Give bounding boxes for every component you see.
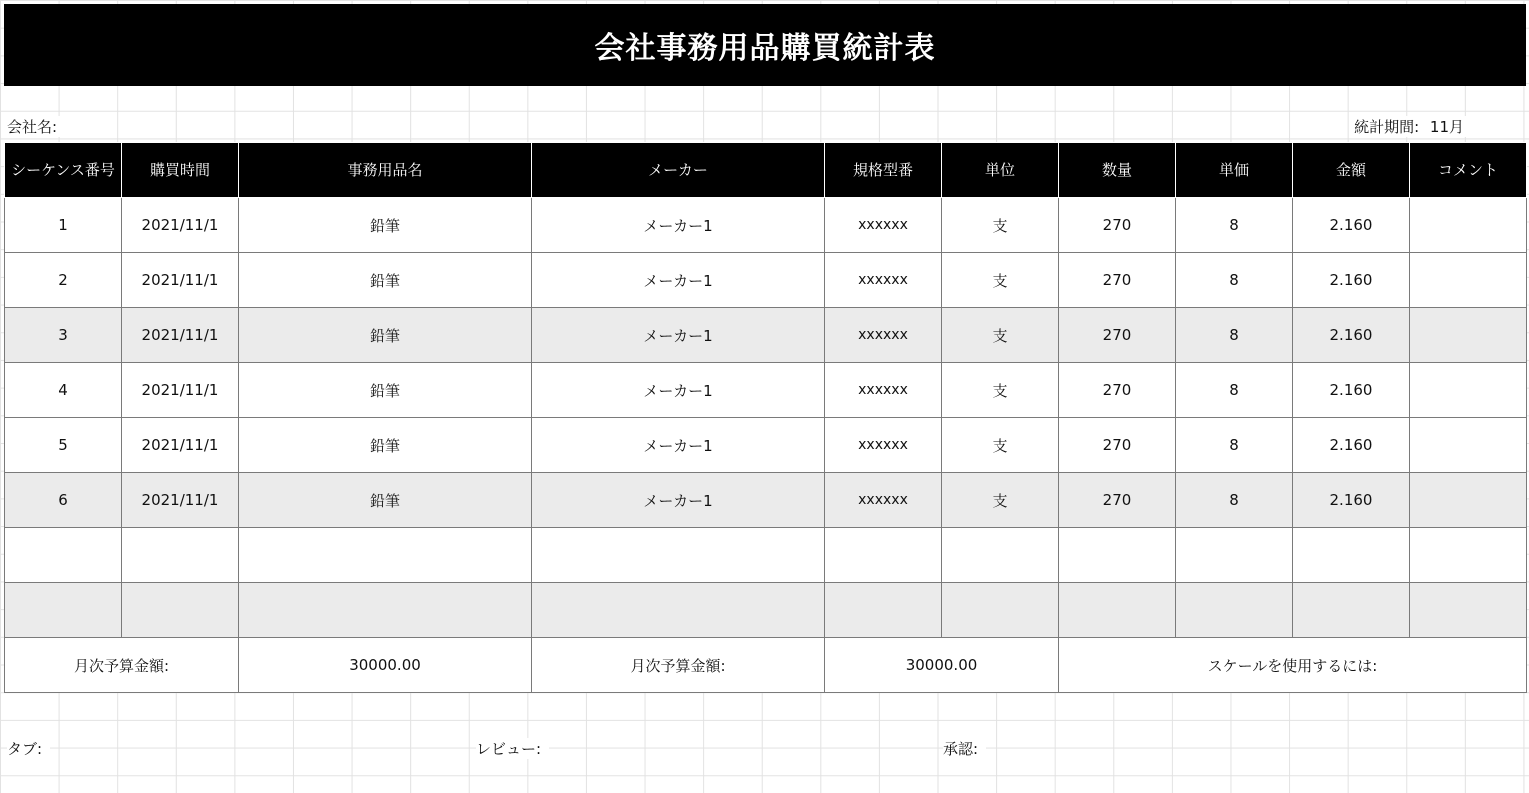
cell-amount[interactable]: 2.160	[1293, 253, 1410, 308]
cell-price[interactable]: 8	[1176, 198, 1293, 253]
cell-qty[interactable]	[1059, 528, 1176, 583]
cell-comment[interactable]	[1410, 308, 1527, 363]
cell-seq[interactable]	[5, 528, 122, 583]
cell-item[interactable]	[239, 583, 532, 638]
cell-date[interactable]: 2021/11/1	[122, 308, 239, 363]
header-item-name[interactable]: 事務用品名	[239, 143, 532, 198]
company-name-label[interactable]: 会社名:	[7, 116, 63, 137]
cell-maker[interactable]: メーカー1	[532, 308, 825, 363]
cell-item[interactable]	[239, 528, 532, 583]
cell-item[interactable]: 鉛筆	[239, 418, 532, 473]
cell-comment[interactable]	[1410, 583, 1527, 638]
header-sequence[interactable]: シーケンス番号	[5, 143, 122, 198]
table-row	[5, 418, 1527, 473]
header-comment[interactable]: コメント	[1410, 143, 1527, 198]
cell-model[interactable]: xxxxxx	[825, 363, 942, 418]
cell-maker[interactable]: メーカー1	[532, 253, 825, 308]
cell-amount[interactable]	[1293, 583, 1410, 638]
cell-date[interactable]: 2021/11/1	[122, 418, 239, 473]
cell-seq[interactable]: 1	[5, 198, 122, 253]
cell-item[interactable]: 鉛筆	[239, 473, 532, 528]
table-row	[5, 528, 1527, 583]
budget-value-1[interactable]: 30000.00	[239, 638, 532, 693]
cell-unit[interactable]: 支	[942, 253, 1059, 308]
header-amount[interactable]: 金額	[1293, 143, 1410, 198]
cell-seq[interactable]: 2	[5, 253, 122, 308]
cell-comment[interactable]	[1410, 253, 1527, 308]
cell-item[interactable]: 鉛筆	[239, 198, 532, 253]
cell-price[interactable]: 8	[1176, 473, 1293, 528]
cell-item[interactable]: 鉛筆	[239, 363, 532, 418]
budget-label-2[interactable]: 月次予算金額:	[532, 638, 825, 693]
purchase-table	[4, 142, 1527, 693]
review-label[interactable]: レビュー:	[476, 738, 549, 759]
statistics-period[interactable]	[1350, 116, 1468, 137]
cell-unit[interactable]	[942, 528, 1059, 583]
cell-date[interactable]: 2021/11/1	[122, 473, 239, 528]
header-unit-price[interactable]: 単価	[1176, 143, 1293, 198]
cell-date[interactable]: 2021/11/1	[122, 198, 239, 253]
cell-comment[interactable]	[1410, 473, 1527, 528]
cell-date[interactable]: 2021/11/1	[122, 363, 239, 418]
table-row	[5, 308, 1527, 363]
cell-model[interactable]: xxxxxx	[825, 198, 942, 253]
scale-usage-label[interactable]: スケールを使用するには:	[1059, 638, 1527, 693]
cell-comment[interactable]	[1410, 363, 1527, 418]
cell-model[interactable]: xxxxxx	[825, 253, 942, 308]
cell-qty[interactable]: 270	[1059, 418, 1176, 473]
cell-unit[interactable]	[942, 583, 1059, 638]
cell-date[interactable]	[122, 528, 239, 583]
table-row	[5, 473, 1527, 528]
header-row	[5, 143, 1527, 198]
cell-date[interactable]	[122, 583, 239, 638]
cell-qty[interactable]: 270	[1059, 363, 1176, 418]
cell-maker[interactable]: メーカー1	[532, 198, 825, 253]
cell-qty[interactable]: 270	[1059, 198, 1176, 253]
signature-row	[4, 693, 1526, 793]
cell-unit[interactable]: 支	[942, 418, 1059, 473]
meta-row	[4, 86, 1526, 142]
cell-model[interactable]	[825, 528, 942, 583]
cell-maker[interactable]	[532, 583, 825, 638]
cell-model[interactable]: xxxxxx	[825, 473, 942, 528]
cell-unit[interactable]: 支	[942, 363, 1059, 418]
cell-model[interactable]: xxxxxx	[825, 308, 942, 363]
cell-qty[interactable]: 270	[1059, 253, 1176, 308]
cell-seq[interactable]: 3	[5, 308, 122, 363]
header-quantity[interactable]: 数量	[1059, 143, 1176, 198]
table-row	[5, 583, 1527, 638]
sheet-title[interactable]: 会社事務用品購買統計表	[4, 4, 1526, 86]
cell-seq[interactable]: 4	[5, 363, 122, 418]
cell-comment[interactable]	[1410, 418, 1527, 473]
cell-amount[interactable]	[1293, 528, 1410, 583]
cell-amount[interactable]: 2.160	[1293, 363, 1410, 418]
cell-qty[interactable]: 270	[1059, 473, 1176, 528]
cell-price[interactable]: 8	[1176, 418, 1293, 473]
cell-price[interactable]: 8	[1176, 253, 1293, 308]
header-purchase-time[interactable]: 購買時間	[122, 143, 239, 198]
cell-date[interactable]: 2021/11/1	[122, 253, 239, 308]
tab-label[interactable]: タブ:	[7, 738, 50, 759]
cell-amount[interactable]: 2.160	[1293, 198, 1410, 253]
table-row	[5, 198, 1527, 253]
cell-maker[interactable]: メーカー1	[532, 363, 825, 418]
period-value: 11月	[1429, 118, 1464, 136]
cell-amount[interactable]: 2.160	[1293, 473, 1410, 528]
cell-amount[interactable]: 2.160	[1293, 308, 1410, 363]
table-row	[5, 363, 1527, 418]
cell-item[interactable]: 鉛筆	[239, 253, 532, 308]
cell-qty[interactable]	[1059, 583, 1176, 638]
budget-label-1[interactable]: 月次予算金額:	[5, 638, 239, 693]
cell-maker[interactable]	[532, 528, 825, 583]
spreadsheet-sheet	[4, 4, 1526, 793]
budget-row	[5, 638, 1527, 693]
approval-label[interactable]: 承認:	[943, 738, 986, 759]
cell-maker[interactable]: メーカー1	[532, 418, 825, 473]
cell-model[interactable]	[825, 583, 942, 638]
cell-comment[interactable]	[1410, 198, 1527, 253]
cell-unit[interactable]: 支	[942, 308, 1059, 363]
cell-price[interactable]: 8	[1176, 363, 1293, 418]
cell-seq[interactable]: 6	[5, 473, 122, 528]
cell-qty[interactable]: 270	[1059, 308, 1176, 363]
cell-item[interactable]: 鉛筆	[239, 308, 532, 363]
header-unit[interactable]: 単位	[942, 143, 1059, 198]
budget-value-2[interactable]: 30000.00	[825, 638, 1059, 693]
cell-model[interactable]: xxxxxx	[825, 418, 942, 473]
table-row	[5, 253, 1527, 308]
cell-comment[interactable]	[1410, 528, 1527, 583]
cell-seq[interactable]	[5, 583, 122, 638]
cell-unit[interactable]: 支	[942, 473, 1059, 528]
cell-price[interactable]: 8	[1176, 308, 1293, 363]
header-model[interactable]: 規格型番	[825, 143, 942, 198]
cell-price[interactable]	[1176, 583, 1293, 638]
cell-maker[interactable]: メーカー1	[532, 473, 825, 528]
header-maker[interactable]: メーカー	[532, 143, 825, 198]
cell-price[interactable]	[1176, 528, 1293, 583]
cell-unit[interactable]: 支	[942, 198, 1059, 253]
period-label: 統計期間:	[1354, 118, 1420, 136]
cell-seq[interactable]: 5	[5, 418, 122, 473]
cell-amount[interactable]: 2.160	[1293, 418, 1410, 473]
